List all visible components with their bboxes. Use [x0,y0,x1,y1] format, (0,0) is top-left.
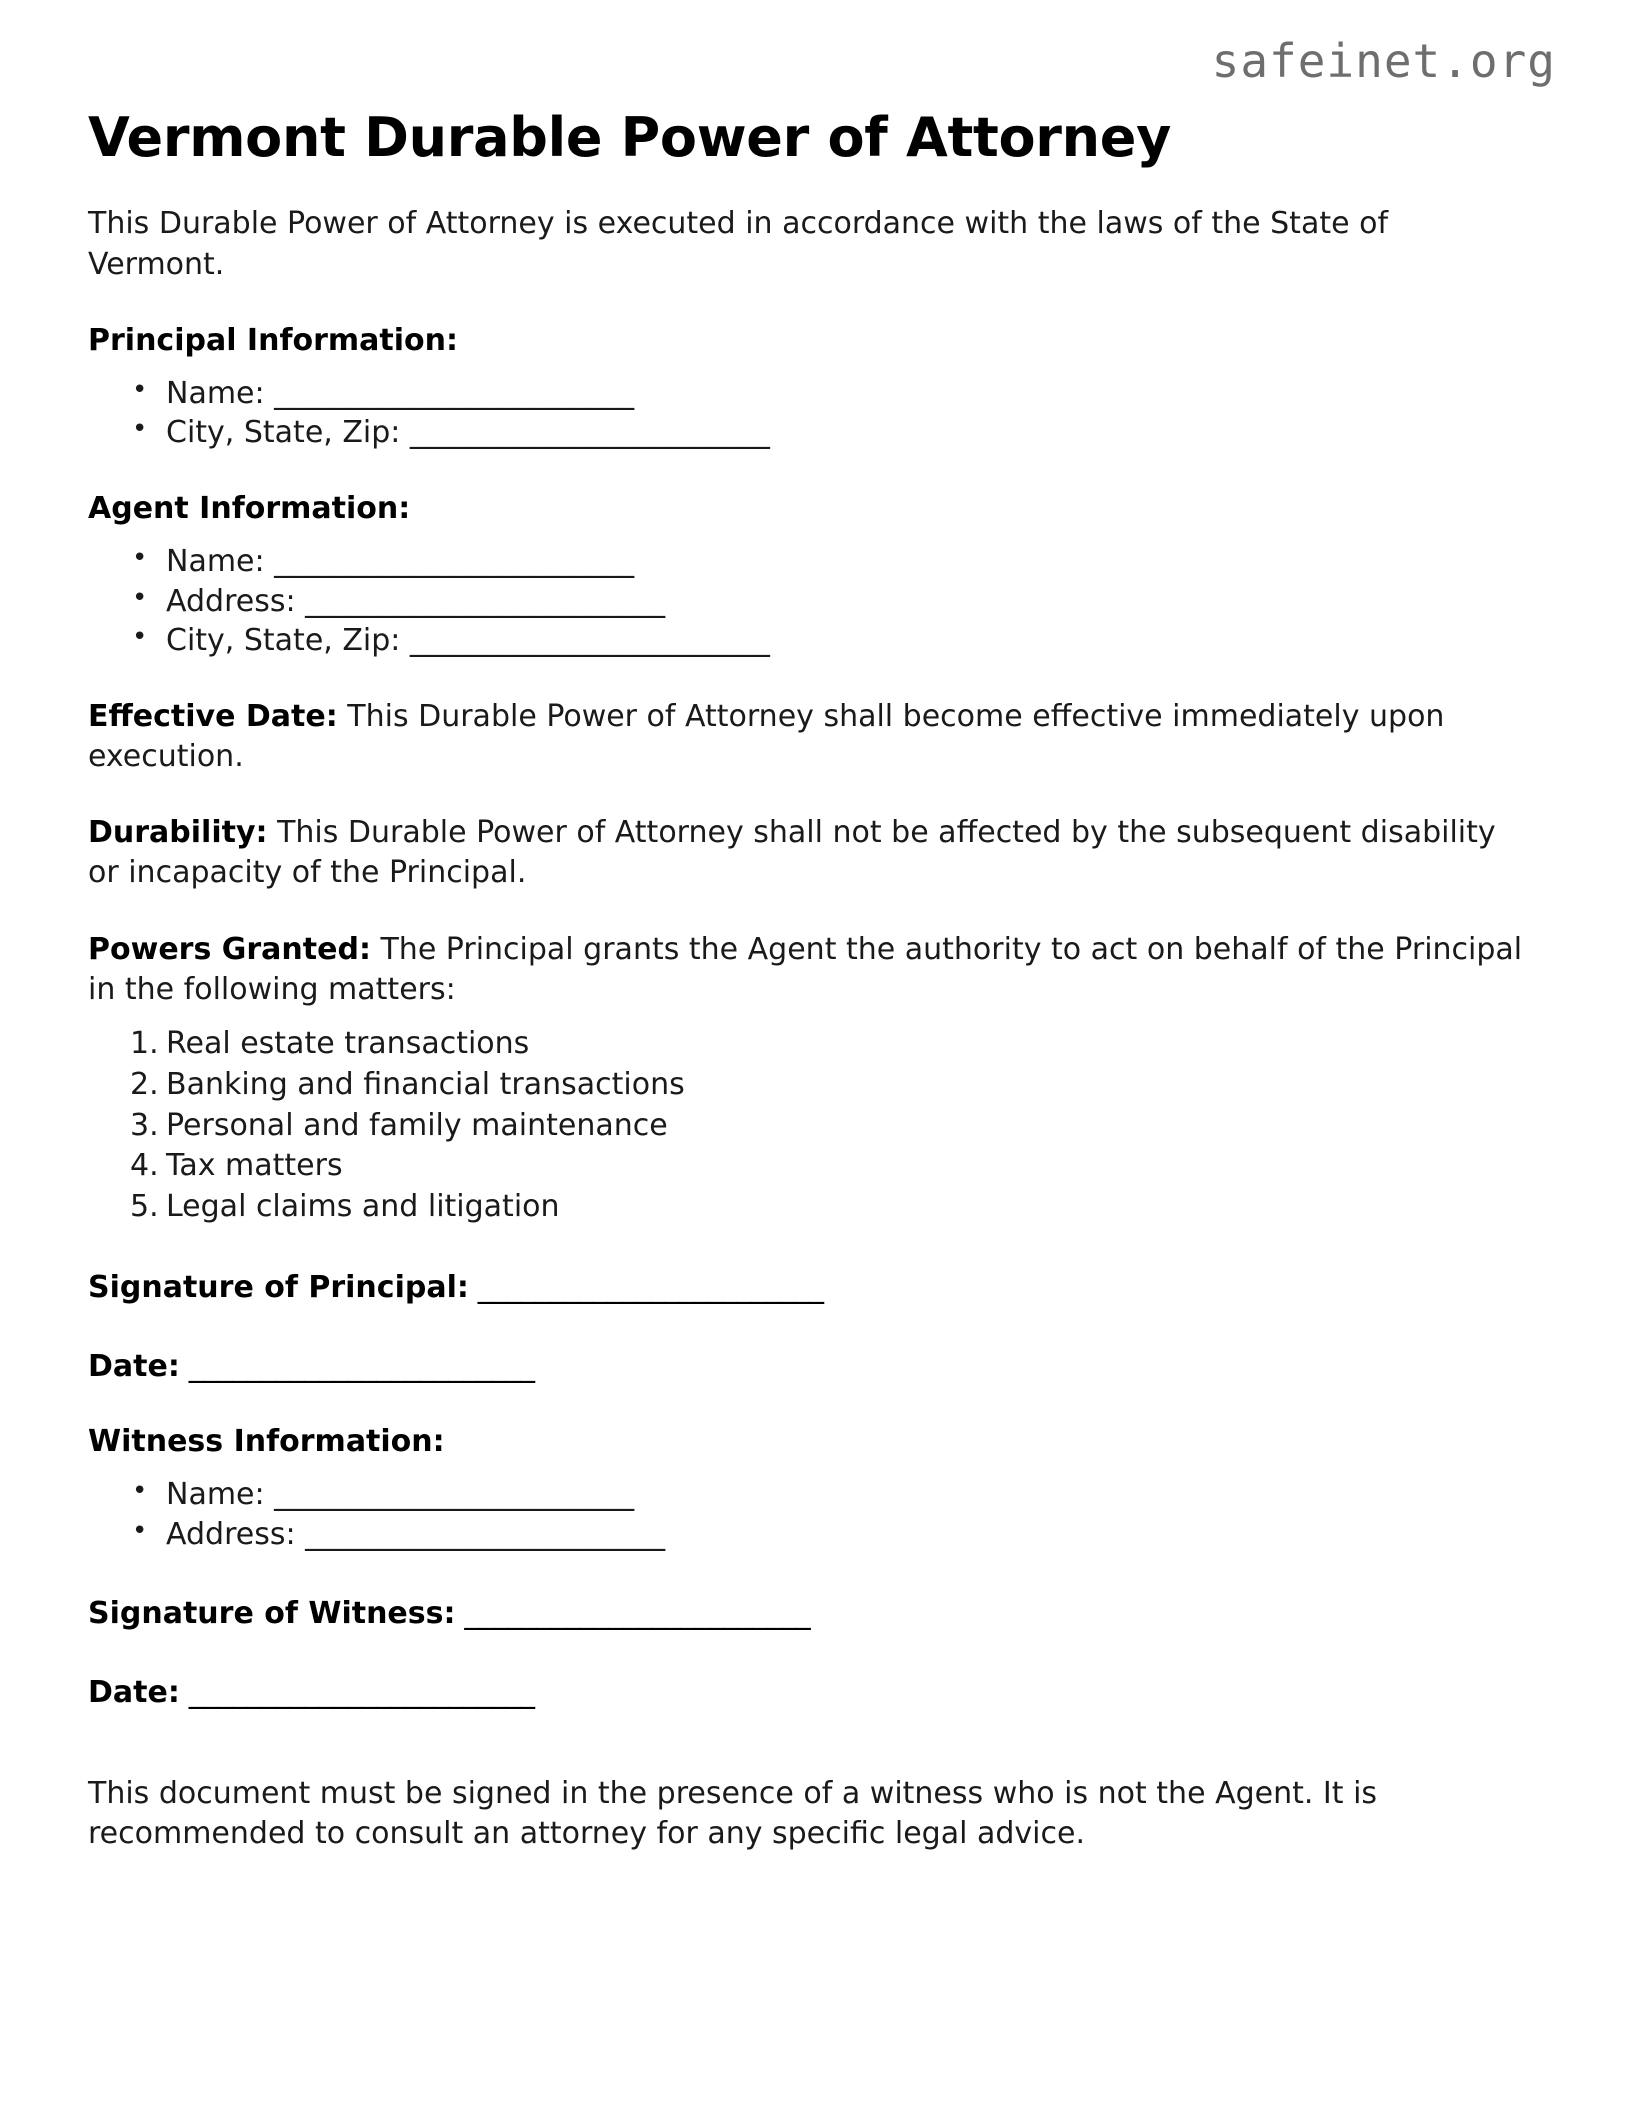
durability-paragraph [88,777,1528,893]
witness-date-blank: ________________________ [179,1675,535,1711]
principal-date-line [88,1307,1528,1386]
principal-signature-line [88,1228,1528,1307]
spacer [88,1712,1528,1738]
agent-information-list [88,528,1528,661]
list-item: Real estate transactions [166,1025,530,1061]
list-item: • Name: ________________________ [88,1475,1528,1515]
agent-information-heading: Agent Information: [88,491,411,527]
durability-text: This Durable Power of Attorney shall not be affected by the subsequent disability or incapacity of the Principal. [88,815,1496,891]
list-item: • Address: ________________________ [88,1515,1528,1555]
effective-date-label: Effective Date: [88,698,338,734]
effective-date-paragraph [88,661,1528,777]
powers-granted-label: Powers Granted: [88,931,371,967]
witness-signature-blank: ________________________ [455,1596,811,1632]
list-item: • City, State, Zip: ________________________ [88,621,1528,661]
site-watermark: safeinet.org [1211,34,1556,88]
durability-label: Durability: [88,815,268,851]
list-item: Personal and family maintenance [166,1107,668,1143]
powers-granted-text: The Principal grants the Agent the authority to act on behalf of the Principal in the following matters: [88,931,1523,1007]
witness-date-label: Date: [88,1675,180,1711]
intro-paragraph: This Durable Power of Attorney is executed in accordance with the laws of the State of Vermont. [88,206,1389,282]
principal-date-label: Date: [88,1348,180,1384]
principal-information-list [88,360,1528,453]
list-item: Tax matters [166,1148,343,1184]
principal-signature-label: Signature of Principal: [88,1269,469,1305]
witness-information-heading: Witness Information: [88,1423,445,1459]
list-item: • City, State, Zip: ________________________ [88,413,1528,453]
principal-signature-blank: ________________________ [468,1269,824,1305]
page-title: Vermont Durable Power of Attorney [88,106,1171,169]
powers-granted-paragraph [88,894,1528,1010]
witness-signature-line [88,1554,1528,1633]
list-item: Banking and financial transactions [166,1066,685,1102]
witness-date-line [88,1633,1528,1712]
list-item: • Name: ________________________ [88,374,1528,414]
footer-note: This document must be signed in the presence of a witness who is not the Agent. It is recommended to consult an attorney for any specific legal advice. [88,1776,1378,1852]
powers-granted-list [88,1010,1528,1228]
witness-signature-label: Signature of Witness: [88,1596,456,1632]
witness-information-list [88,1461,1528,1554]
effective-date-text: This Durable Power of Attorney shall become effective immediately upon execution. [88,698,1445,774]
document-content [88,0,1528,1854]
principal-date-blank: ________________________ [179,1348,535,1384]
list-item: • Name: ________________________ [88,542,1528,582]
list-item: Legal claims and litigation [166,1189,560,1225]
list-item: • Address: ________________________ [88,582,1528,622]
principal-information-heading: Principal Information: [88,322,459,358]
